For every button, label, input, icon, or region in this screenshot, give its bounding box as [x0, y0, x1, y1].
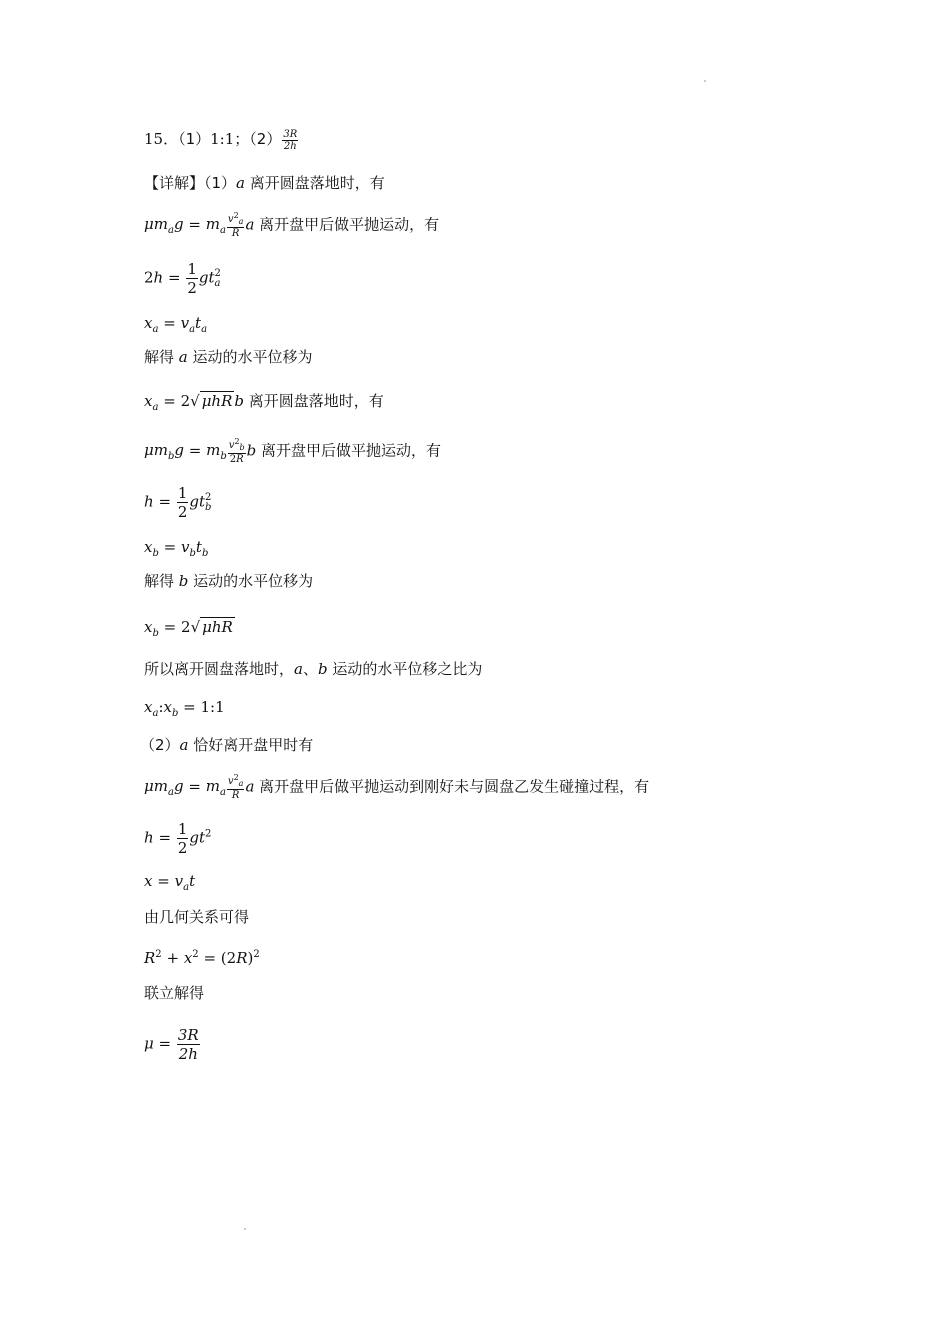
geometry-text: 由几何关系可得 [144, 908, 250, 926]
solve-text-a: 解得 a 运动的水平位移为 [144, 348, 313, 366]
ratio-result: $x_a:x_b$ = 1:1 [144, 698, 225, 719]
part2-heading: （2）a 恰好离开盘甲时有 [140, 736, 314, 754]
part1-value: 1:1； [210, 130, 250, 148]
equation-fall-b: h = $\frac{1}{2}$ gt 2 b [144, 484, 212, 521]
detail-heading: 【详解】（1）a 离开圆盘落地时，有 [144, 174, 385, 192]
part2-label: （2） [249, 130, 282, 148]
answer-line [144, 128, 299, 152]
ratio-text: 所以离开圆盘落地时，a、b 运动的水平位移之比为 [144, 660, 483, 678]
result-b: $x_b = 2√$ μhR [144, 618, 233, 639]
equation-range: $x = v_at$ [144, 872, 196, 893]
combine-text: 联立解得 [144, 984, 205, 1002]
header-mark [704, 80, 706, 82]
equation-fall-a: 2h = $\frac{1}{2}$ gt 2 a [144, 260, 221, 297]
geometry-equation: $R^2 + x^2 = (2R)^2$ [144, 949, 260, 967]
equation-range-b: $x_b = v_bt_b$ [144, 538, 209, 559]
part2-fraction: $\frac{3R}{2h}$ [283, 128, 298, 152]
question-number: 15． [144, 130, 179, 148]
final-result: μ = $\frac{3R}{2h}$ [144, 1026, 199, 1063]
solve-text-b: 解得 b 运动的水平位移为 [144, 572, 314, 590]
footer-mark [244, 1228, 246, 1230]
part1-label: （1） [178, 130, 211, 148]
result-a: $x_a = 2√$ μhR b 离开圆盘落地时，有 [144, 392, 384, 413]
equation-centripetal-a-2: $\mu m_ag = m_a$ $\frac{v^2_a}{R}$ a 离开盘甲后做平抛运动到刚好未与圆盘乙发生碰撞过程，有 [144, 773, 650, 801]
equation-centripetal-b: $\mu m_bg = m_b$ $\frac{v^2_b}{2R}$ b 离开盘甲后做平抛运动，有 [144, 437, 442, 465]
equation-range-a: $x_a = v_at_a$ [144, 314, 208, 335]
equation-centripetal-a: $\mu m_ag = m_a$ $\frac{v^2_a}{R}$ a 离开盘甲后做平抛运动，有 [144, 211, 440, 239]
equation-fall: h = $\frac{1}{2}$ $gt^2$ [144, 820, 212, 857]
